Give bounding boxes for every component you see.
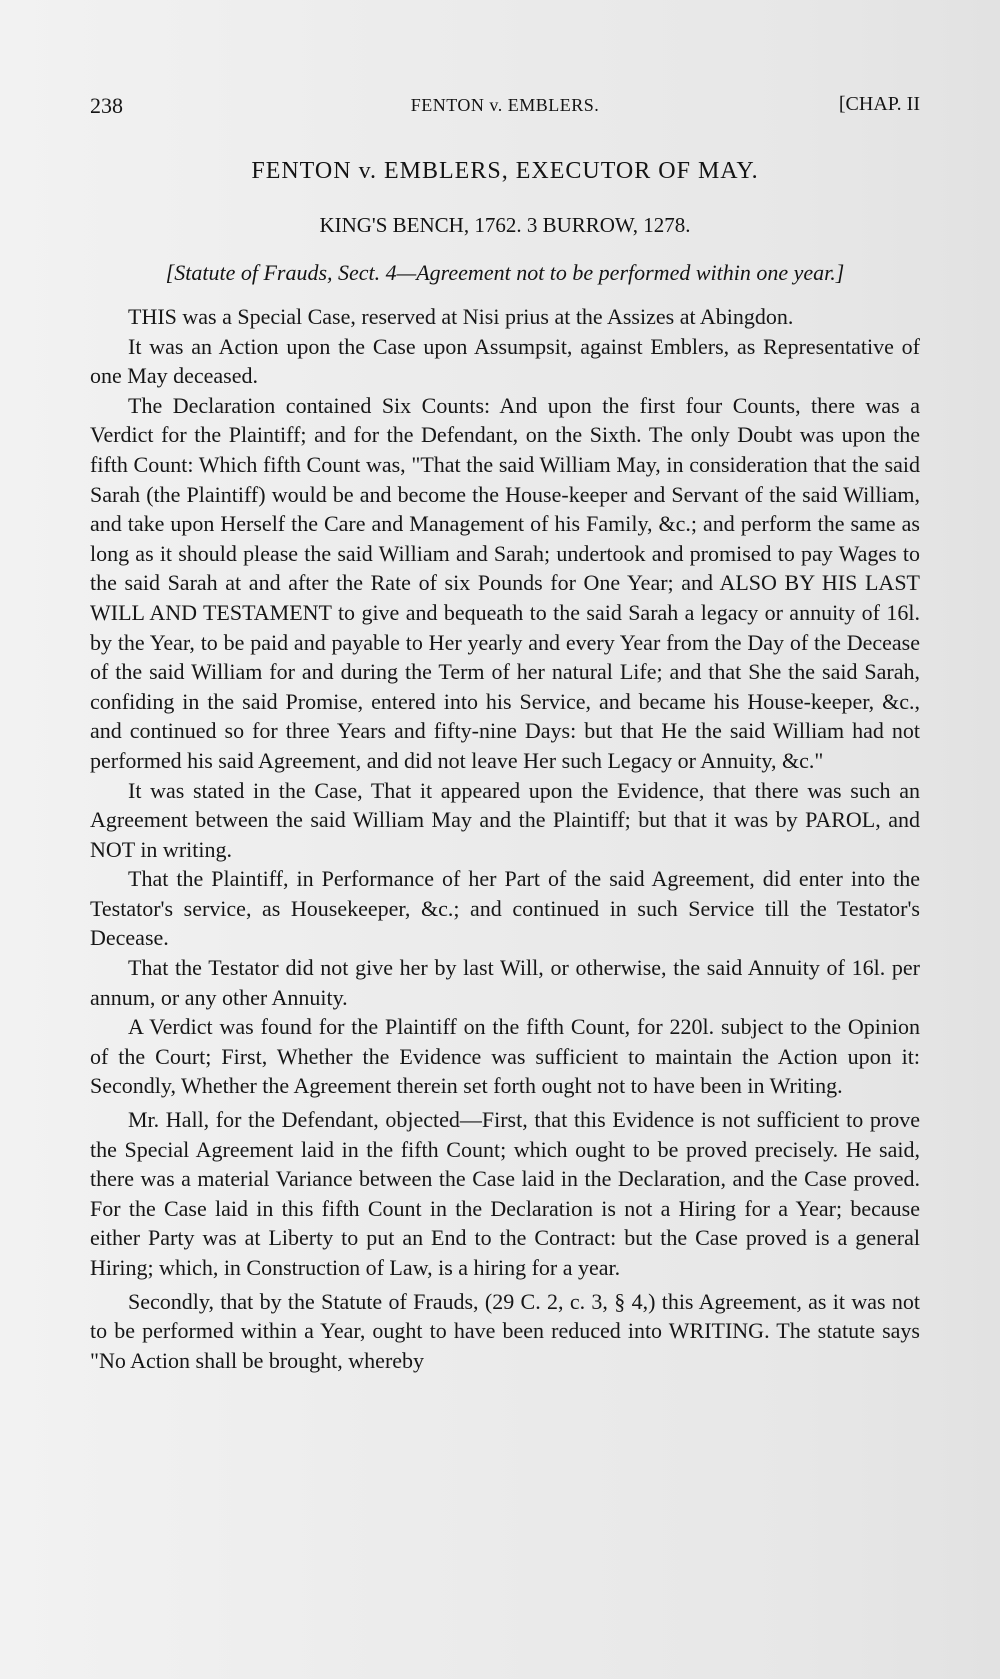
page-number: 238 [90,93,123,118]
chapter-label: [CHAP. II [838,93,920,115]
paragraph: THIS was a Special Case, reserved at Nisi prius at the Assizes at Abingdon. [128,304,794,329]
paragraph: That the Testator did not give her by last Will, or otherwise, the said Annuity of 16l. per annum, or any other Annuity. [90,955,920,1010]
court-citation: KING'S BENCH, 1762. 3 BURROW, 1278. [319,213,691,237]
paragraph: That the Plaintiff, in Performance of her Part of the said Agreement, did enter into the Testator's service, as Housekeeper, &c.; and continued in such Service till the Testator's Decease. [90,866,920,951]
paragraph: It was an Action upon the Case upon Assumpsit, against Emblers, as Representative of one May deceased. [90,333,920,389]
running-header [90,93,920,123]
paragraph: Mr. Hall, for the Defendant, objected—First, that this Evidence is not sufficient to prove the Special Agreement laid in the fifth Count; which ought to be proved precisely. He said, there was a material Variance between the Case laid in the Declaration, and the Case proved. For the Case laid in this fifth Count in the Declaration is not a Hiring for a Year; because either Party was at Liberty to put an End to the Contract: but the Case proved is a general Hiring; which, in Construction of Law, is a hiring for a year. [90,1107,920,1280]
running-title: FENTON v. EMBLERS. [410,95,600,115]
paragraph: A Verdict was found for the Plaintiff on the fifth Count, for 220l. subject to the Opinion of the Court; First, Whether the Evidence was sufficient to maintain the Action upon it: Secondly, Whether the Agreement therein set forth ought not to have been in Writing. [90,1014,920,1099]
paragraph: The Declaration contained Six Counts: And upon the first four Counts, there was a Verdict for the Plaintiff; and for the Defendant, on the Sixth. The only Doubt was upon the fifth Count: Which fifth Count was, "That the said William May, in consideration that the said Sarah (the Plaintiff) would be and become the House-keeper and Servant of the said William, and take upon Herself the Care and Management of his Family, &c.; and perform the same as long as it should please the said William and Sarah; undertook and promised to pay Wages to the said Sarah at and after the Rate of six Pounds for One Year; and ALSO BY HIS LAST WILL AND TESTAMENT to give and bequeath to the said Sarah a legacy or annuity of 16l. by the Year, to be paid and payable to Her yearly and every Year from the Day of the Decease of the said William for and during the Term of her natural Life; and that She the said Sarah, confiding in the said Promise, entered into his Service, and became his House-keeper, &c., and continued so for three Years and fifty-nine Days: but that He the said William had not performed his said Agreement, and did not leave Her such Legacy or Annuity, &c." [90,392,920,773]
body-text [90,302,920,1375]
case-title: FENTON v. EMBLERS, EXECUTOR OF MAY. [251,158,759,184]
headnote: [Statute of Frauds, Sect. 4—Agreement not to be performed within one year.] [165,260,845,285]
paragraph: Secondly, that by the Statute of Frauds, (29 C. 2, c. 3, § 4,) this Agreement, as it was not to be performed within a Year, ought to have been reduced into WRITING. The statute says "No Action shall be brought, whereby [90,1288,920,1373]
paragraph: It was stated in the Case, That it appeared upon the Evidence, that there was such an Agreement between the said William May and the Plaintiff; but that it was by PAROL, and NOT in writing. [90,777,920,862]
